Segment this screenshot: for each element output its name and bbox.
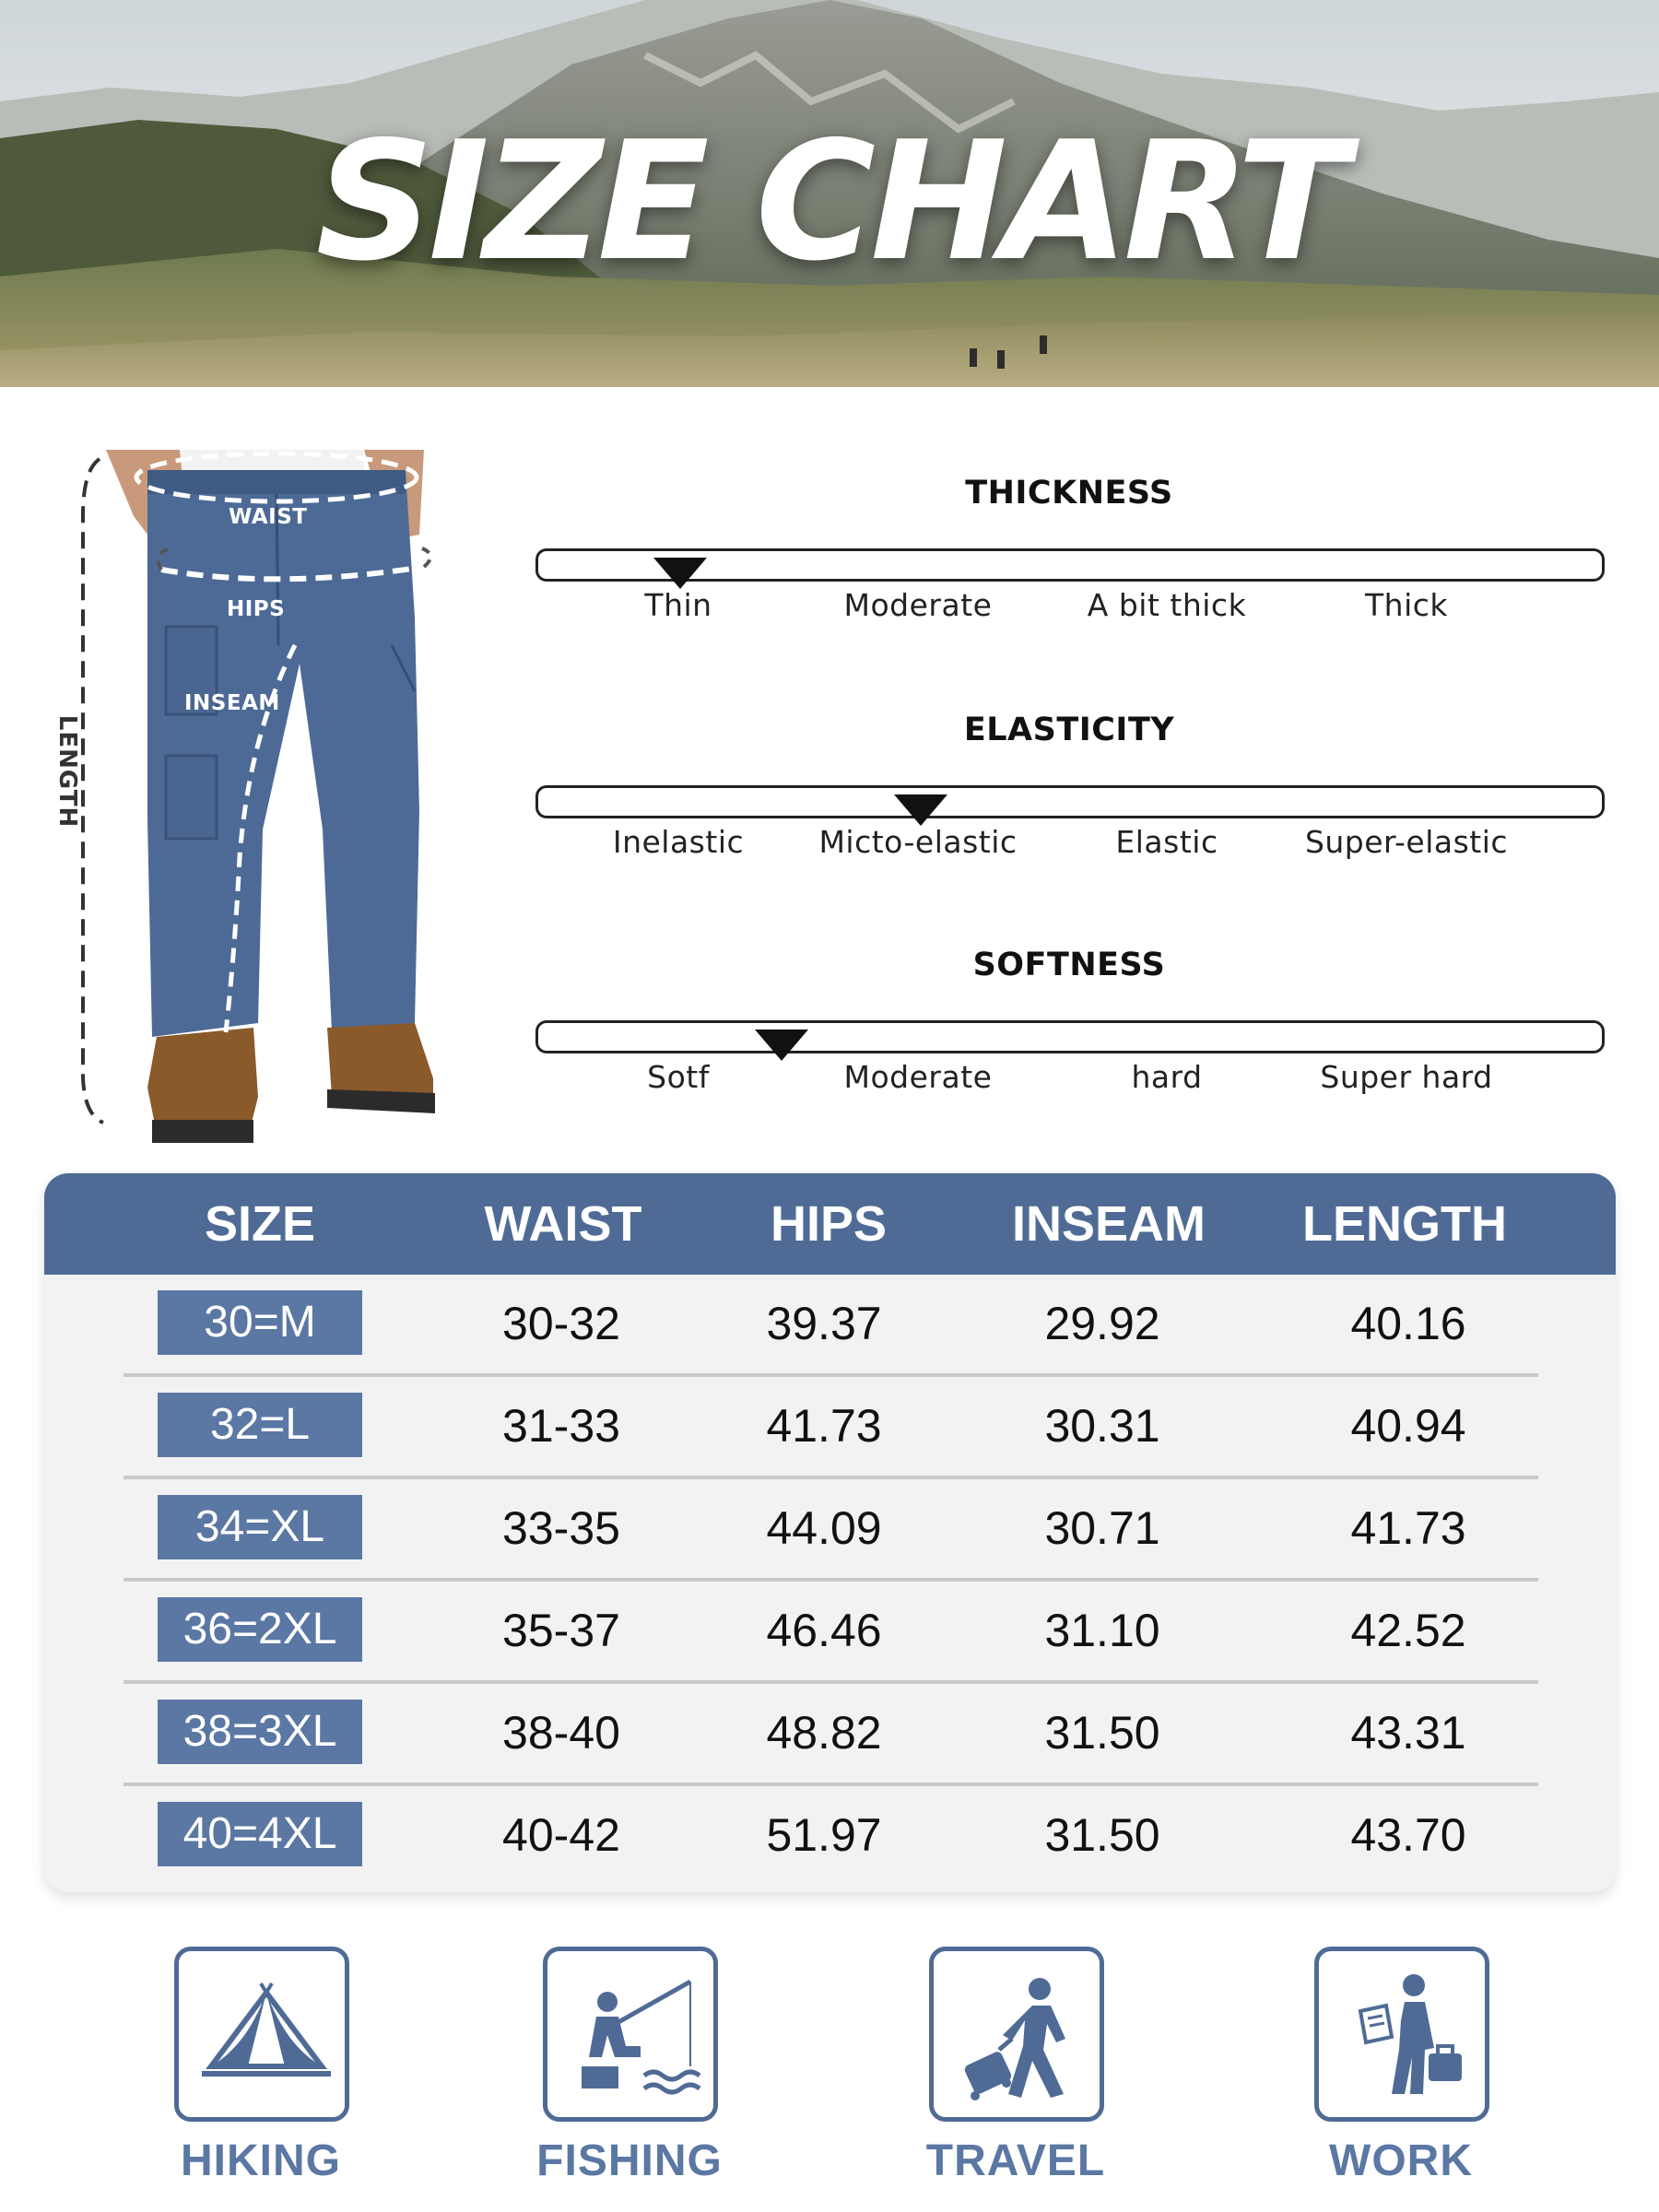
tent-icon bbox=[193, 1965, 340, 2112]
hips-cell: 39.37 bbox=[766, 1298, 882, 1349]
softness-scale bbox=[530, 947, 1608, 1131]
length-label: LENGTH bbox=[53, 714, 82, 829]
scale-option: Inelastic bbox=[612, 824, 745, 860]
scale-option: Elastic bbox=[1115, 824, 1218, 860]
activity-work bbox=[1309, 1947, 1493, 2205]
size-badge: 38=3XL bbox=[158, 1700, 362, 1764]
scale-bar bbox=[535, 785, 1605, 818]
size-badge: 34=XL bbox=[158, 1495, 362, 1559]
inseam-cell: 31.10 bbox=[1044, 1605, 1160, 1656]
activity-travel bbox=[924, 1947, 1108, 2205]
table-row bbox=[44, 1786, 1616, 1888]
inseam-cell: 31.50 bbox=[1044, 1707, 1160, 1759]
column-header-inseam: INSEAM bbox=[1011, 1196, 1206, 1252]
worker-icon bbox=[1333, 1965, 1480, 2112]
inseam-label: INSEAM bbox=[184, 691, 280, 715]
activity-icon-box bbox=[929, 1947, 1104, 2122]
scale-marker bbox=[894, 794, 947, 826]
length-cell: 43.31 bbox=[1350, 1707, 1466, 1759]
table-row bbox=[44, 1377, 1616, 1479]
scale-option: Sotf bbox=[647, 1059, 710, 1095]
pants-figure bbox=[28, 433, 461, 1152]
scale-option: hard bbox=[1131, 1059, 1203, 1095]
hips-cell: 46.46 bbox=[766, 1605, 882, 1656]
column-header-size: SIZE bbox=[204, 1196, 316, 1252]
waist-cell: 35-37 bbox=[502, 1605, 620, 1656]
scale-option: A bit thick bbox=[1087, 587, 1247, 623]
inseam-cell: 31.50 bbox=[1044, 1809, 1160, 1861]
activity-icon-box bbox=[543, 1947, 718, 2122]
activity-icon-box bbox=[174, 1947, 349, 2122]
activity-hiking bbox=[169, 1947, 353, 2205]
size-badge: 40=4XL bbox=[158, 1802, 362, 1866]
hips-cell: 51.97 bbox=[766, 1809, 882, 1861]
waist-cell: 33-35 bbox=[502, 1502, 620, 1554]
inseam-cell: 29.92 bbox=[1044, 1298, 1160, 1349]
table-row bbox=[44, 1275, 1616, 1377]
scale-marker bbox=[653, 558, 707, 589]
scale-marker bbox=[755, 1030, 808, 1061]
inseam-cell: 30.71 bbox=[1044, 1502, 1160, 1554]
activity-label: TRAVEL bbox=[925, 2136, 1106, 2185]
hips-label: HIPS bbox=[227, 597, 286, 621]
waist-cell: 38-40 bbox=[502, 1707, 620, 1759]
length-cell: 40.16 bbox=[1350, 1298, 1466, 1349]
size-badge: 36=2XL bbox=[158, 1597, 362, 1662]
inseam-cell: 30.31 bbox=[1044, 1400, 1160, 1452]
activity-label: WORK bbox=[1329, 2136, 1473, 2185]
column-header-hips: HIPS bbox=[770, 1196, 888, 1252]
activity-label: FISHING bbox=[536, 2136, 723, 2185]
pants-illustration bbox=[28, 433, 461, 1152]
scale-bar bbox=[535, 1020, 1605, 1053]
activity-icon-box bbox=[1314, 1947, 1489, 2122]
hips-cell: 48.82 bbox=[766, 1707, 882, 1759]
scale-option: Moderate bbox=[843, 1059, 993, 1095]
scale-option: Thick bbox=[1365, 587, 1448, 623]
thickness-scale bbox=[530, 475, 1608, 659]
length-cell: 40.94 bbox=[1350, 1400, 1466, 1452]
size-table bbox=[44, 1173, 1616, 1892]
scale-title: SOFTNESS bbox=[972, 947, 1166, 983]
column-header-waist: WAIST bbox=[484, 1196, 642, 1252]
traveler-icon bbox=[947, 1965, 1095, 2112]
length-cell: 41.73 bbox=[1350, 1502, 1466, 1554]
length-cell: 43.70 bbox=[1350, 1809, 1466, 1861]
waist-cell: 40-42 bbox=[502, 1809, 620, 1861]
activity-fishing bbox=[537, 1947, 722, 2205]
size-badge: 32=L bbox=[158, 1393, 362, 1457]
table-row bbox=[44, 1479, 1616, 1582]
column-header-length: LENGTH bbox=[1302, 1196, 1507, 1252]
length-cell: 42.52 bbox=[1350, 1605, 1466, 1656]
size-badge: 30=M bbox=[158, 1290, 362, 1355]
hero-banner bbox=[0, 0, 1659, 387]
table-row bbox=[44, 1684, 1616, 1786]
table-row bbox=[44, 1582, 1616, 1684]
waist-cell: 31-33 bbox=[502, 1400, 620, 1452]
page-title: SIZE CHART bbox=[315, 106, 1344, 297]
elasticity-scale bbox=[530, 712, 1608, 896]
hips-cell: 41.73 bbox=[766, 1400, 882, 1452]
scale-option: Super hard bbox=[1320, 1059, 1493, 1095]
activity-label: HIKING bbox=[181, 2136, 341, 2185]
fishing-icon bbox=[561, 1965, 709, 2112]
scale-title: THICKNESS bbox=[965, 475, 1173, 512]
table-header bbox=[44, 1173, 1616, 1275]
hips-cell: 44.09 bbox=[766, 1502, 882, 1554]
scale-option: Thin bbox=[644, 587, 712, 623]
scale-option: Moderate bbox=[843, 587, 993, 623]
waist-cell: 30-32 bbox=[502, 1298, 620, 1349]
scale-option: Super-elastic bbox=[1304, 824, 1509, 860]
scale-title: ELASTICITY bbox=[963, 712, 1175, 748]
scale-option: Micto-elastic bbox=[818, 824, 1018, 860]
waist-label: WAIST bbox=[229, 505, 308, 529]
